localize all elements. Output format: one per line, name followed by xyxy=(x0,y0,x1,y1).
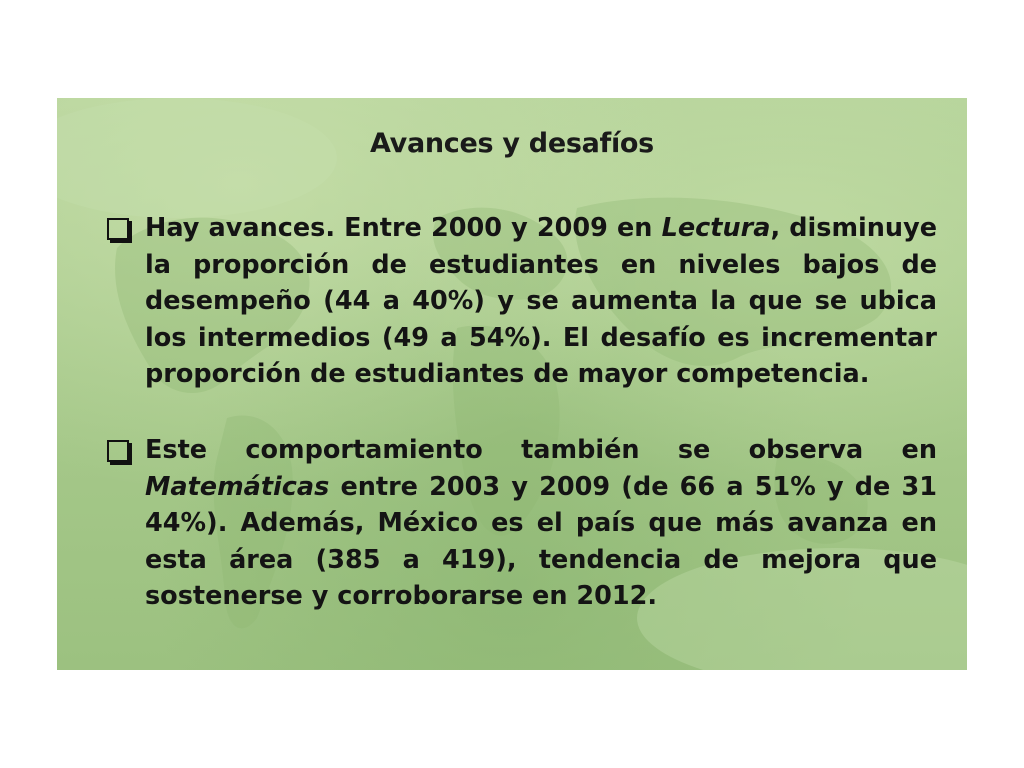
text-line: desempeño (44 a 40%) y se aumenta la que se ubica xyxy=(145,286,937,316)
bullet-item xyxy=(107,432,937,615)
text-line: la proporción de estudiantes en niveles bajos de xyxy=(145,249,937,280)
text-line: 44%). Además, México es el país que más avanza en xyxy=(145,508,937,538)
bullet-item xyxy=(107,210,937,393)
text-line: Matemáticas entre 2003 y 2009 (de 66 a 51% y de 31 xyxy=(145,471,937,502)
slide xyxy=(57,98,967,670)
text-line: sostenerse y corroborarse en 2012. xyxy=(145,581,658,611)
checkbox-bullet-icon xyxy=(107,440,129,462)
slide-title: Avances y desafíos xyxy=(370,128,654,159)
text-line: esta área (385 a 419), tendencia de mejora que xyxy=(145,544,937,575)
text-line: proporción de estudiantes de mayor competencia. xyxy=(145,359,870,389)
checkbox-bullet-icon xyxy=(107,218,129,240)
text-line: Hay avances. Entre 2000 y 2009 en Lectura, disminuye xyxy=(145,213,937,243)
text-line: los intermedios (49 a 54%). El desafío es incrementar xyxy=(145,322,937,353)
text-line: Este comportamiento también se observa en xyxy=(145,435,937,465)
